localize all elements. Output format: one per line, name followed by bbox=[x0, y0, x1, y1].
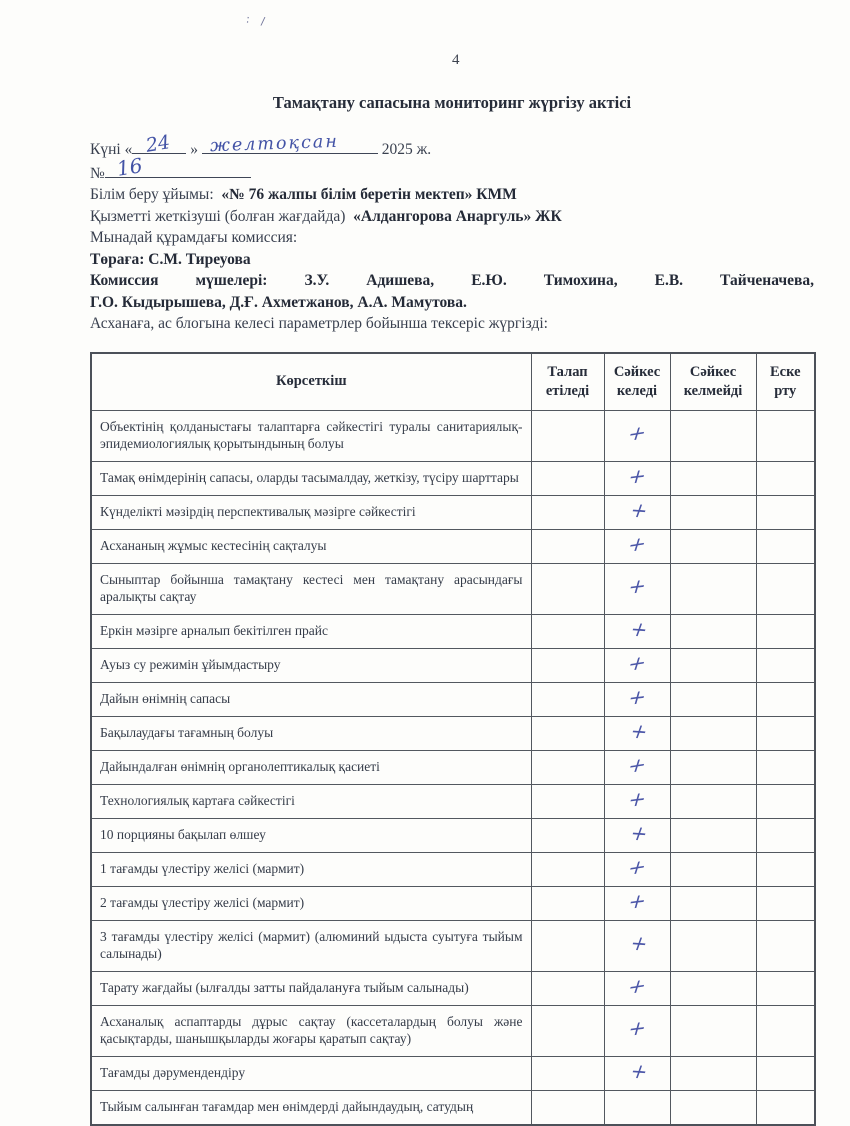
required-cell bbox=[531, 818, 604, 852]
indicator-cell: 1 тағамды үлестіру желісі (мармит) bbox=[91, 852, 531, 886]
not-complies-cell bbox=[670, 529, 756, 563]
not-complies-cell bbox=[670, 495, 756, 529]
complies-cell bbox=[604, 750, 670, 784]
handwritten-check-mark: + bbox=[624, 785, 650, 812]
required-cell bbox=[531, 886, 604, 920]
complies-cell bbox=[604, 614, 670, 648]
handwritten-check-mark: + bbox=[626, 718, 652, 744]
complies-cell bbox=[604, 1056, 670, 1090]
indicator-cell: Сыныптар бойынша тамақтану кестесі мен тамақтану арасындағы аралықты сақтау bbox=[91, 563, 531, 614]
handwritten-check-mark: + bbox=[624, 853, 650, 880]
column-header-complies: Сәйкес келеді bbox=[604, 353, 670, 411]
indicator-cell: Дайындалған өнімнің органолептикалық қасиеті bbox=[91, 750, 531, 784]
indicator-cell: Тыйым салынған тағамдар мен өнімдерді дайындаудың, сатудың bbox=[91, 1090, 531, 1125]
handwritten-check-mark: + bbox=[626, 820, 652, 846]
act-number-line bbox=[90, 153, 814, 185]
table-row bbox=[91, 614, 815, 648]
required-cell bbox=[531, 1056, 604, 1090]
table-row bbox=[91, 648, 815, 682]
handwritten-check-mark: + bbox=[624, 649, 650, 676]
organization-label: Білім беру ұйымы: bbox=[90, 186, 214, 203]
required-cell bbox=[531, 410, 604, 461]
date-day-handwritten: 24 bbox=[144, 130, 172, 157]
note-cell bbox=[756, 1090, 815, 1125]
not-complies-cell bbox=[670, 818, 756, 852]
complies-cell bbox=[604, 716, 670, 750]
table-row bbox=[91, 920, 815, 971]
date-month-blank bbox=[202, 131, 378, 156]
complies-cell bbox=[604, 495, 670, 529]
table-row bbox=[91, 852, 815, 886]
table-row bbox=[91, 563, 815, 614]
not-complies-cell bbox=[670, 852, 756, 886]
note-cell bbox=[756, 818, 815, 852]
table-row bbox=[91, 784, 815, 818]
table-row bbox=[91, 495, 815, 529]
note-cell bbox=[756, 886, 815, 920]
column-header-note: Еске рту bbox=[756, 353, 815, 411]
complies-cell bbox=[604, 818, 670, 852]
required-cell bbox=[531, 750, 604, 784]
table-row bbox=[91, 886, 815, 920]
complies-cell bbox=[604, 1005, 670, 1056]
not-complies-cell bbox=[670, 920, 756, 971]
not-complies-cell bbox=[670, 971, 756, 1005]
column-header-required: Талап етіледі bbox=[531, 353, 604, 411]
not-complies-cell bbox=[670, 410, 756, 461]
date-close-quote: » bbox=[190, 141, 198, 158]
provider-label: Қызметті жеткізуші (болған жағдайда) bbox=[90, 207, 346, 225]
note-cell bbox=[756, 750, 815, 784]
note-cell bbox=[756, 1056, 815, 1090]
complies-cell bbox=[604, 648, 670, 682]
handwritten-check-mark: + bbox=[624, 419, 650, 447]
required-cell bbox=[531, 1005, 604, 1056]
indicators-table-body bbox=[91, 410, 815, 1125]
table-row bbox=[91, 682, 815, 716]
complies-cell bbox=[604, 410, 670, 461]
note-cell bbox=[756, 716, 815, 750]
page-number: 4 bbox=[452, 52, 460, 68]
not-complies-cell bbox=[670, 563, 756, 614]
handwritten-check-mark: + bbox=[624, 887, 650, 914]
not-complies-cell bbox=[670, 886, 756, 920]
handwritten-check-mark: + bbox=[624, 573, 650, 599]
indicator-cell: Тамақ өнімдерінің сапасы, оларды тасымалдау, жеткізу, түсіру шарттары bbox=[91, 461, 531, 495]
handwritten-check-mark: + bbox=[624, 530, 650, 557]
indicator-cell: Ауыз су режимін ұйымдастыру bbox=[91, 648, 531, 682]
required-cell bbox=[531, 461, 604, 495]
note-cell bbox=[756, 563, 815, 614]
stray-ink-marks: : ∕ bbox=[245, 12, 270, 29]
indicator-cell: Күнделікті мәзірдің перспективалық мәзірге сәйкестігі bbox=[91, 495, 531, 529]
required-cell bbox=[531, 682, 604, 716]
note-cell bbox=[756, 1005, 815, 1056]
indicator-cell: Тағамды дәрумендендіру bbox=[91, 1056, 531, 1090]
required-cell bbox=[531, 614, 604, 648]
table-row bbox=[91, 1056, 815, 1090]
required-cell bbox=[531, 784, 604, 818]
date-year: 2025 ж. bbox=[381, 141, 432, 158]
date-day-blank bbox=[132, 130, 186, 157]
handwritten-check-mark: + bbox=[624, 1015, 650, 1041]
required-cell bbox=[531, 529, 604, 563]
not-complies-cell bbox=[670, 750, 756, 784]
required-cell bbox=[531, 852, 604, 886]
required-cell bbox=[531, 971, 604, 1005]
required-cell bbox=[531, 1090, 604, 1125]
indicator-cell: 3 тағамды үлестіру желісі (мармит) (алюминий ыдыста суытуға тыйым салынады) bbox=[91, 920, 531, 971]
complies-cell bbox=[604, 682, 670, 716]
act-number-handwritten: 16 bbox=[114, 153, 144, 181]
handwritten-check-mark: + bbox=[624, 972, 650, 999]
note-cell bbox=[756, 971, 815, 1005]
required-cell bbox=[531, 920, 604, 971]
table-row bbox=[91, 818, 815, 852]
indicators-table bbox=[90, 352, 816, 1126]
indicator-cell: Еркін мәзірге арналып бекітілген прайс bbox=[91, 614, 531, 648]
indicator-cell: 10 порцияны бақылап өлшеу bbox=[91, 818, 531, 852]
table-row bbox=[91, 750, 815, 784]
note-cell bbox=[756, 920, 815, 971]
column-header-not-complies: Сәйкес келмейді bbox=[670, 353, 756, 411]
indicator-cell: Технологиялық картаға сәйкестігі bbox=[91, 784, 531, 818]
not-complies-cell bbox=[670, 1005, 756, 1056]
table-row bbox=[91, 971, 815, 1005]
note-cell bbox=[756, 410, 815, 461]
note-cell bbox=[756, 784, 815, 818]
note-cell bbox=[756, 461, 815, 495]
not-complies-cell bbox=[670, 461, 756, 495]
not-complies-cell bbox=[670, 682, 756, 716]
complies-cell bbox=[604, 529, 670, 563]
handwritten-check-mark: + bbox=[626, 616, 652, 642]
note-cell bbox=[756, 529, 815, 563]
organization-value: «№ 76 жалпы білім беретін мектеп» КММ bbox=[221, 186, 517, 203]
complies-cell bbox=[604, 886, 670, 920]
table-row bbox=[91, 410, 815, 461]
required-cell bbox=[531, 648, 604, 682]
handwritten-check-mark: + bbox=[626, 930, 652, 956]
act-number-label: № bbox=[90, 164, 105, 182]
note-cell bbox=[756, 495, 815, 529]
provider-line bbox=[90, 206, 814, 228]
handwritten-check-mark: + bbox=[626, 1058, 652, 1084]
not-complies-cell bbox=[670, 784, 756, 818]
indicator-cell: Объектінің қолданыстағы талаптарға сәйкестігі туралы санитариялық-эпидемиологиялық қорытындының болуы bbox=[91, 410, 531, 461]
required-cell bbox=[531, 716, 604, 750]
handwritten-check-mark: + bbox=[624, 683, 650, 710]
commission-intro-line: Мынадай құрамдағы комиссия: bbox=[90, 229, 298, 246]
indicator-cell: Асхананың жұмыс кестесінің сақталуы bbox=[91, 529, 531, 563]
table-row bbox=[91, 461, 815, 495]
document-content bbox=[90, 0, 814, 1126]
indicator-cell: Асханалық аспаптарды дұрыс сақтау (кассеталардың болуы және қасықтарды, шанышқыларды жоғары қаратып сақтау) bbox=[91, 1005, 531, 1056]
complies-cell bbox=[604, 1090, 670, 1125]
column-header-indicator: Көрсеткіш bbox=[91, 353, 531, 411]
complies-cell bbox=[604, 461, 670, 495]
inspection-intro-line: Асханаға, ас блогына келесі параметрлер бойынша тексеріс жүргізді: bbox=[90, 315, 548, 332]
indicator-cell: Тарату жағдайы (ылғалды затты пайдалануға тыйым салынады) bbox=[91, 971, 531, 1005]
not-complies-cell bbox=[670, 1056, 756, 1090]
indicator-cell: Дайын өнімнің сапасы bbox=[91, 682, 531, 716]
note-cell bbox=[756, 682, 815, 716]
act-number-blank bbox=[105, 153, 251, 181]
table-row bbox=[91, 1005, 815, 1056]
commission-members-line-2: Г.О. Кыдырышева, Д.Ғ. Ахметжанов, А.А. Мамутова. bbox=[90, 293, 467, 311]
indicator-cell: 2 тағамды үлестіру желісі (мармит) bbox=[91, 886, 531, 920]
handwritten-check-mark: + bbox=[624, 751, 650, 778]
document-title: Тамақтану сапасына мониторинг жүргізу актісі bbox=[272, 93, 632, 112]
table-row bbox=[91, 529, 815, 563]
complies-cell bbox=[604, 920, 670, 971]
header-row bbox=[91, 353, 815, 411]
note-cell bbox=[756, 852, 815, 886]
required-cell bbox=[531, 495, 604, 529]
organization-line bbox=[90, 184, 814, 206]
handwritten-check-mark: + bbox=[624, 462, 650, 489]
indicators-table-header bbox=[91, 353, 815, 411]
complies-cell bbox=[604, 563, 670, 614]
note-cell bbox=[756, 614, 815, 648]
date-label: Күні « bbox=[90, 141, 133, 158]
required-cell bbox=[531, 563, 604, 614]
provider-value: «Алдангорова Анаргуль» ЖК bbox=[353, 207, 562, 225]
document-header-block bbox=[90, 130, 814, 335]
not-complies-cell bbox=[670, 648, 756, 682]
table-row bbox=[91, 716, 815, 750]
complies-cell bbox=[604, 852, 670, 886]
not-complies-cell bbox=[670, 614, 756, 648]
date-month-handwritten: желтоқсан bbox=[209, 131, 339, 156]
indicator-cell: Бақылаудағы тағамның болуы bbox=[91, 716, 531, 750]
chairperson-line: Төраға: С.М. Тиреуова bbox=[90, 250, 251, 268]
date-line bbox=[90, 130, 814, 161]
not-complies-cell bbox=[670, 716, 756, 750]
complies-cell bbox=[604, 971, 670, 1005]
complies-cell bbox=[604, 784, 670, 818]
handwritten-check-mark: + bbox=[626, 497, 652, 523]
commission-members-line-1: Комиссия мүшелері: З.У. Адишева, Е.Ю. Тимохина, Е.В. Тайченачева, bbox=[90, 272, 814, 289]
not-complies-cell bbox=[670, 1090, 756, 1125]
note-cell bbox=[756, 648, 815, 682]
table-row bbox=[91, 1090, 815, 1125]
